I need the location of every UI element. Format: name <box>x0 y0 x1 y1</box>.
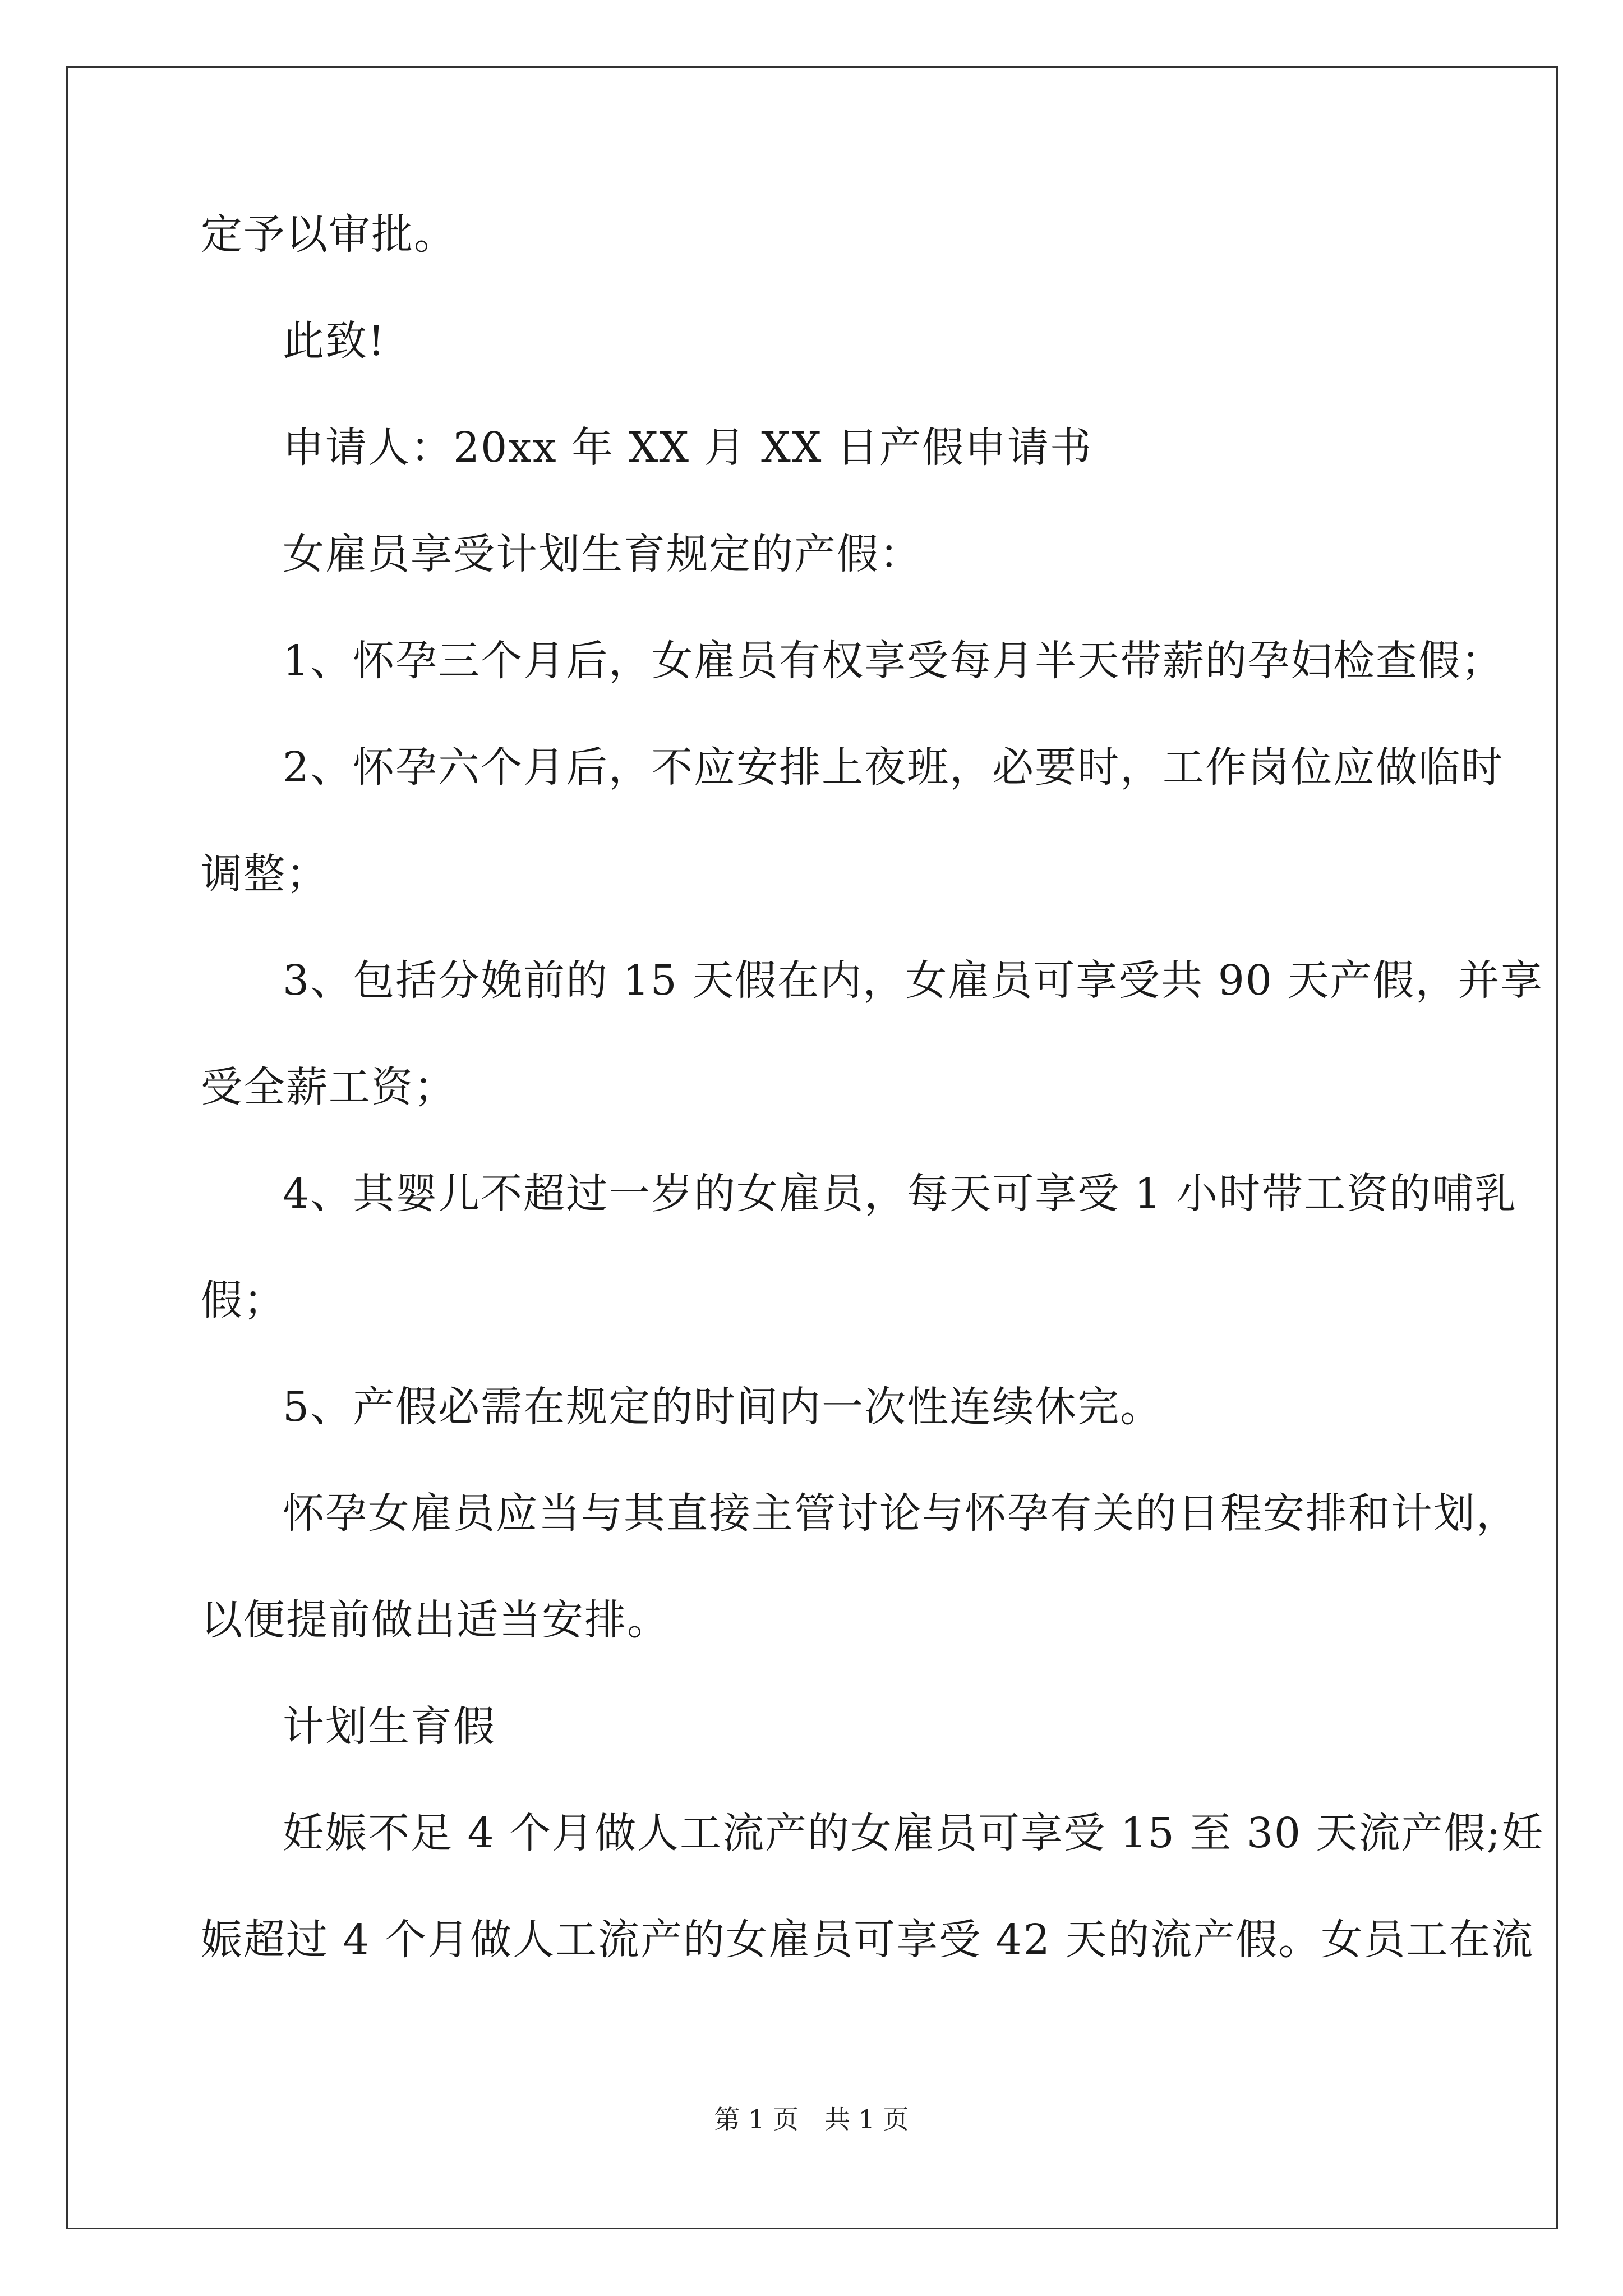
paragraph-line: 受全薪工资； <box>201 1063 457 1111</box>
paragraph-line: 以便提前做出适当安排。 <box>201 1596 670 1644</box>
paragraph-line: 娠超过 4 个月做人工流产的女雇员可享受 42 天的流产假。女员工在流 <box>201 1916 1534 1964</box>
paragraph-line: 2、怀孕六个月后，不应安排上夜班，必要时，工作岗位应做临时 <box>283 743 1504 792</box>
paragraph-line: 怀孕女雇员应当与其直接主管讨论与怀孕有关的日程安排和计划， <box>283 1489 1519 1538</box>
paragraph-line: 妊娠不足 4 个月做人工流产的女雇员可享受 15 至 30 天流产假;妊 <box>283 1809 1544 1857</box>
paragraph-line: 此致! <box>283 317 386 365</box>
paragraph-line: 申请人：20xx 年 XX 月 XX 日产假申请书 <box>283 424 1092 472</box>
paragraph-line: 假； <box>201 1276 286 1324</box>
paragraph-line: 女雇员享受计划生育规定的产假： <box>283 530 922 578</box>
paragraph-line: 4、其婴儿不超过一岁的女雇员，每天可享受 1 小时带工资的哺乳 <box>283 1170 1518 1218</box>
paragraph-line: 定予以审批。 <box>201 210 457 259</box>
paragraph-line: 5、产假必需在规定的时间内一次性连续休完。 <box>283 1383 1163 1431</box>
page-footer: 第 1 页 共 1 页 <box>714 2104 909 2134</box>
paragraph-line: 3、包括分娩前的 15 天假在内，女雇员可享受共 90 天产假，并享 <box>283 956 1543 1005</box>
paragraph-line: 调整； <box>201 850 329 898</box>
paragraph-line: 1、怀孕三个月后，女雇员有权享受每月半天带薪的孕妇检查假； <box>283 637 1504 685</box>
section-heading: 计划生育假 <box>283 1703 496 1751</box>
page-border <box>66 66 1558 2229</box>
